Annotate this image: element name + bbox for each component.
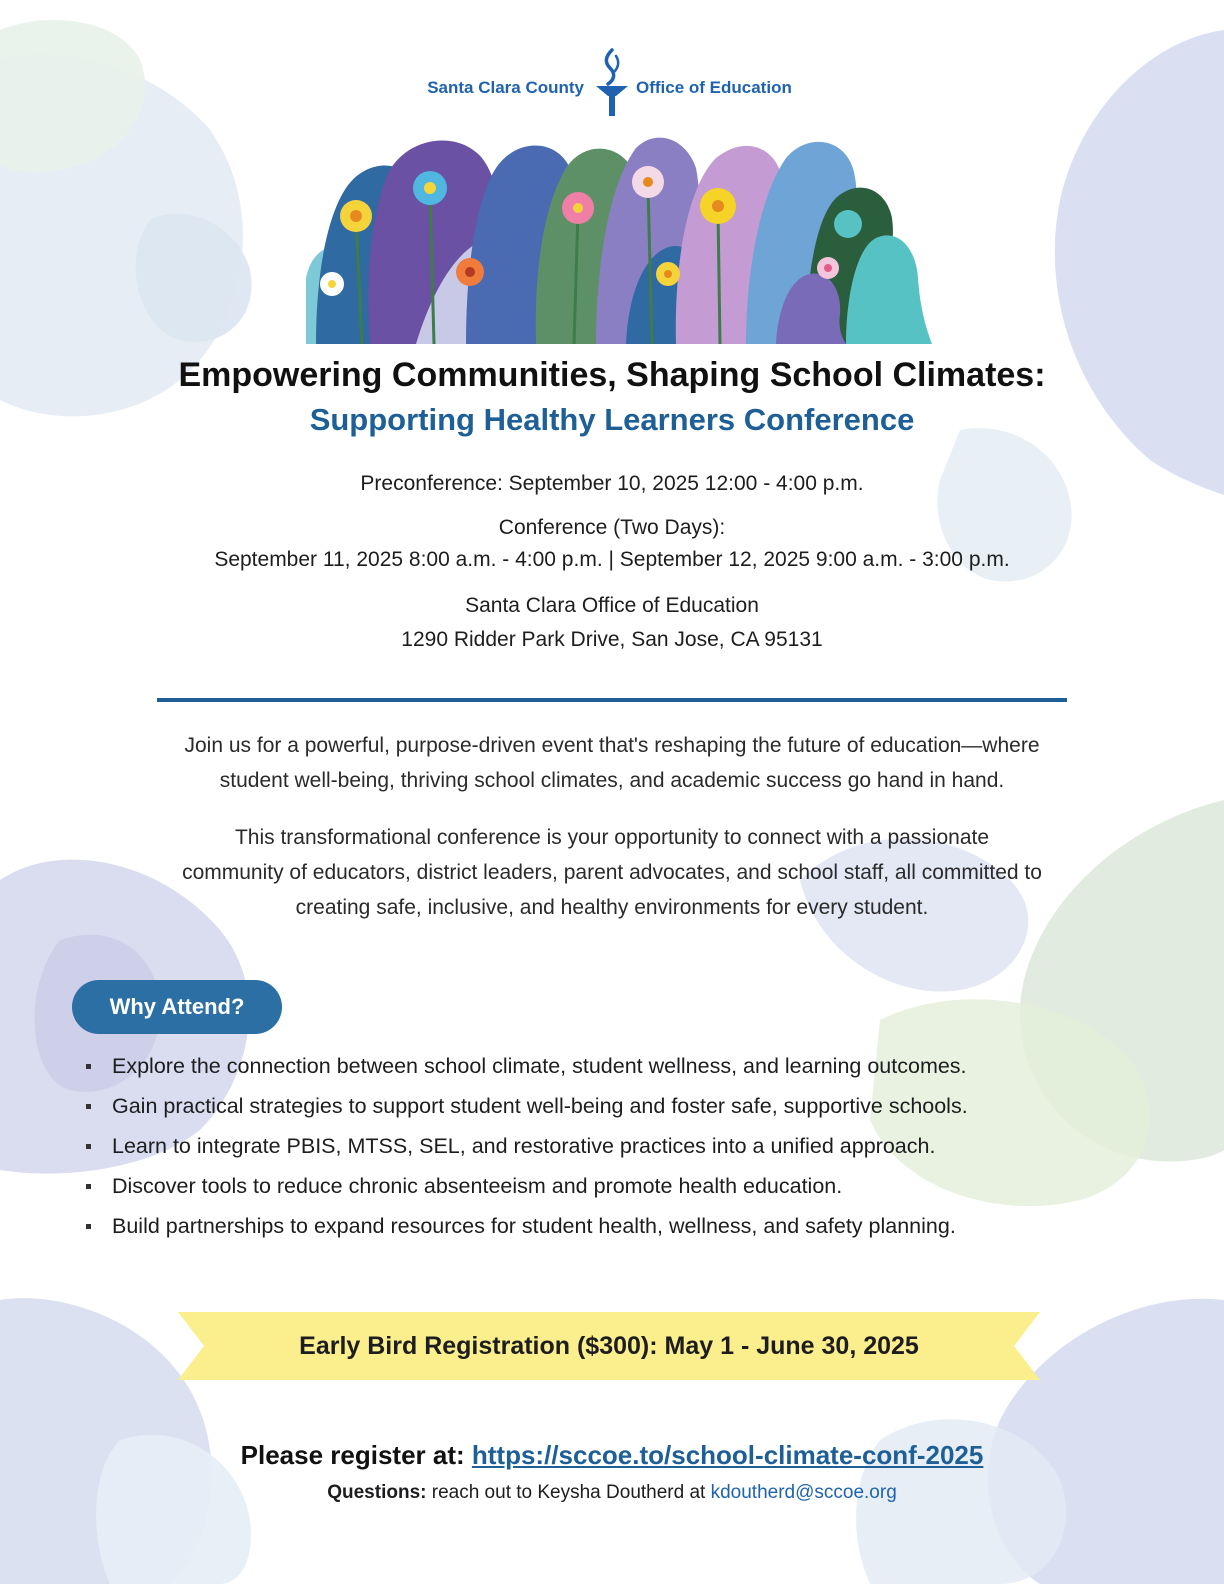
intro-paragraph-2 — [60, 820, 1164, 925]
bullet-icon — [86, 1064, 91, 1069]
section-divider — [157, 698, 1067, 702]
page-title: Empowering Communities, Shaping School Climates: — [178, 356, 1046, 394]
questions-text: reach out to Keysha Doutherd at — [431, 1482, 706, 1503]
flower-icon — [656, 262, 680, 286]
list-item-text: Discover tools to reduce chronic absenteeism and promote health education. — [112, 1174, 843, 1198]
list-item — [80, 1046, 1190, 1086]
list-item-text: Gain practical strategies to support student well-being and foster safe, supportive schools. — [112, 1094, 968, 1118]
conference-dates: September 11, 2025 8:00 a.m. - 4:00 p.m. | September 12, 2025 9:00 a.m. - 3:00 p.m. — [214, 548, 1010, 571]
why-attend-heading: Why Attend? — [72, 980, 282, 1034]
venue-name: Santa Clara Office of Education — [465, 594, 759, 617]
flower-icon — [456, 258, 484, 286]
list-item — [80, 1126, 1190, 1166]
flower-icon — [817, 257, 839, 279]
intro-paragraph-2-line: This transformational conference is your opportunity to connect with a passionate — [234, 826, 990, 849]
intro-paragraph-2-line: community of educators, district leaders, parent advocates, and school staff, all committed to — [182, 861, 1042, 884]
early-bird-text: Early Bird Registration ($300): May 1 - June 30, 2025 — [299, 1332, 919, 1360]
intro-paragraph-1-line: Join us for a powerful, purpose-driven event that's reshaping the future of education—where — [184, 734, 1040, 757]
questions-label: Questions: — [327, 1482, 427, 1503]
bullet-icon — [86, 1224, 91, 1229]
bullet-icon — [86, 1104, 91, 1109]
list-item-text: Explore the connection between school climate, student wellness, and learning outcomes. — [112, 1054, 967, 1078]
intro-paragraph-2-line: creating safe, inclusive, and healthy environments for every student. — [295, 896, 929, 919]
register-link[interactable]: https://sccoe.to/school-climate-conf-2025 — [471, 1440, 984, 1470]
flower-icon — [834, 210, 862, 238]
logo-text-right: Office of Education — [636, 78, 792, 97]
conference-label: Conference (Two Days): — [498, 516, 726, 539]
org-logo — [0, 48, 1224, 118]
venue-address: 1290 Ridder Park Drive, San Jose, CA 95131 — [401, 628, 823, 651]
list-item-text: Learn to integrate PBIS, MTSS, SEL, and restorative practices into a unified approach. — [112, 1134, 936, 1158]
list-item — [80, 1206, 1190, 1246]
logo-text-left: Santa Clara County — [427, 78, 584, 97]
intro-paragraph-1 — [60, 728, 1164, 798]
hero-silhouettes-illustration — [306, 128, 932, 344]
preconference-info: Preconference: September 10, 2025 12:00 - 4:00 p.m. — [360, 472, 864, 495]
register-label: Please register at: — [240, 1440, 465, 1470]
list-item — [80, 1166, 1190, 1206]
register-line — [0, 1440, 1224, 1471]
list-item-text: Build partnerships to expand resources for student health, wellness, and safety planning. — [112, 1214, 956, 1238]
page-subtitle: Supporting Healthy Learners Conference — [309, 402, 915, 437]
list-item — [80, 1086, 1190, 1126]
bullet-icon — [86, 1184, 91, 1189]
contact-email-link[interactable]: kdoutherd@sccoe.org — [710, 1482, 897, 1503]
questions-line — [0, 1482, 1224, 1504]
why-attend-list — [80, 1046, 1190, 1246]
flower-icon — [320, 272, 344, 296]
bullet-icon — [86, 1144, 91, 1149]
torch-logo-icon — [592, 48, 632, 118]
intro-paragraph-1-line: student well-being, thriving school climates, and academic success go hand in hand. — [219, 769, 1005, 792]
